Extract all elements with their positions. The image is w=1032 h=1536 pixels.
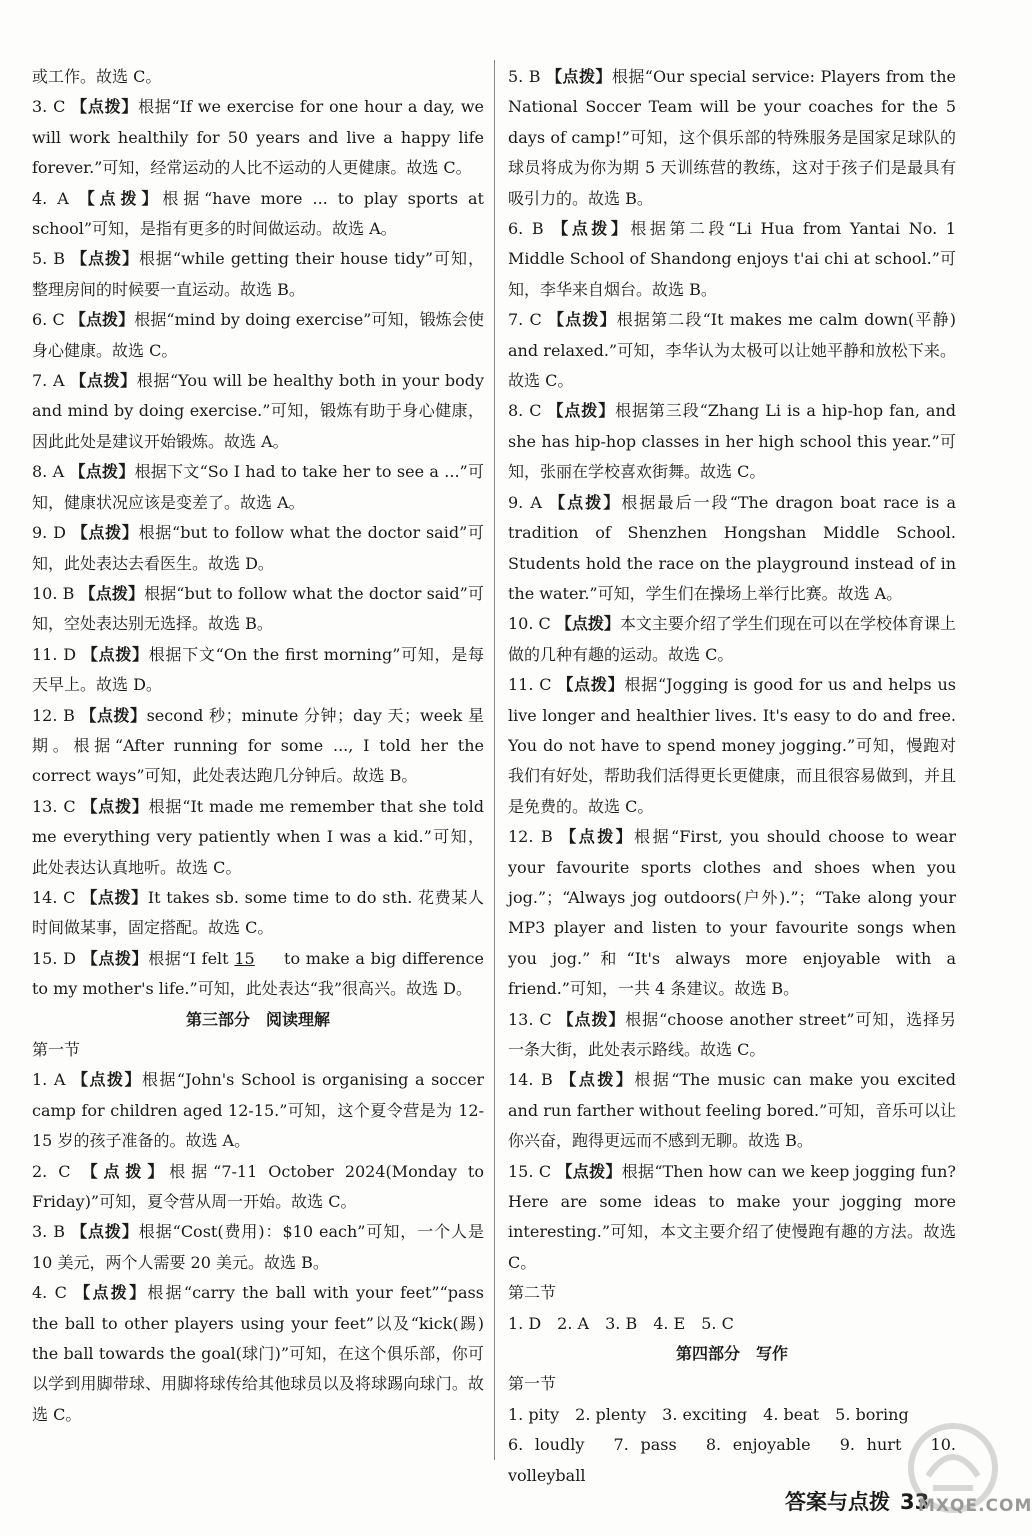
answer-item [508, 1065, 956, 1156]
explanation-text: 根据“It made me remember that she told me everything very patiently when I was a kid.”可知，此处表达认真地听。故选 C。 [32, 796, 484, 877]
question-number: 1. A [32, 1070, 66, 1090]
answer-item [508, 62, 956, 214]
page-number: 33 [900, 1490, 930, 1514]
hint-tag: 【点拨】 [547, 401, 616, 421]
explanation-text: 根据“7-11 October 2024(Monday to Friday)”可知，夏令营从周一开始。故选 C。 [32, 1161, 484, 1212]
right-column [508, 62, 956, 1491]
answer-item [508, 609, 956, 670]
explanation-text: 根据“I felt [148, 948, 235, 968]
hint-tag: 【点拨】 [557, 675, 625, 695]
question-number: 3. C [32, 97, 66, 117]
question-number: 11. D [32, 644, 77, 664]
question-number: 8. C [508, 401, 542, 421]
hint-tag: 【点拨】 [81, 644, 149, 664]
explanation-text: 根据最后一段“The dragon boat race is a tradition of Shenzhen Hongshan Middle School. Students hold the race on the playground instead of in the water.”可知，学生们在操场上举行比赛。故选 A。 [508, 492, 956, 603]
question-number: 13. C [32, 796, 76, 816]
footer-label: 答案与点拨 [785, 1490, 890, 1514]
explanation-text: second 秒；minute 分钟；day 天；week 星期。根据“After running for some ..., I told her the correct ways”可知，此处表达跑几分钟后。故选 B。 [32, 705, 484, 786]
explanation-text: 根据“choose another street”可知，选择另一条大街，此处表示路线。故选 C。 [508, 1009, 956, 1059]
answer-line: 6. loudly 7. pass 8. enjoyable 9. hurt 10. volleyball [508, 1435, 956, 1485]
answer-item [508, 670, 956, 822]
question-number: 12. B [32, 705, 75, 725]
explanation-text: 根据“while getting their house tidy”可知，整理房间的时候要一直运动。故选 B。 [32, 249, 484, 299]
subsection-label: 第二节 [508, 1283, 557, 1303]
answer-item [32, 518, 484, 579]
question-number: 5. B [508, 67, 541, 86]
question-number: 4. A [32, 188, 69, 208]
explanation-text: 根据“Jogging is good for us and helps us live longer and healthier lives. It's easy to do and free. You do not have to spend money jogging.”可知，慢跑对我们有好处，帮助我们活得更长更健康，而且很容易做到，并且是免费的。故选 C。 [508, 675, 957, 816]
hint-tag: 【点拨】 [81, 1161, 170, 1181]
explanation-text: 根据“Cost(费用)：$10 each”可知，一个人是 10 美元，两个人需要 20 美元。故选 B。 [32, 1222, 484, 1272]
answer-item [508, 396, 956, 487]
answer-item [32, 1278, 484, 1430]
answer-item [508, 214, 956, 305]
explanation-text: 根据“John's School is organising a soccer camp for children aged 12-15.”可知，这个夏令营是为 12-15 岁的孩子准备的。故选 A。 [32, 1070, 484, 1151]
explanation-text: to make a big difference to my mother's life.”可知，此处表达“我”很高兴。故选 D。 [32, 948, 484, 999]
hint-tag: 【点拨】 [69, 462, 135, 482]
hint-tag: 【点拨】 [78, 188, 163, 208]
question-number: 14. B [508, 1070, 553, 1090]
question-number: 15. D [32, 948, 76, 968]
answer-item [32, 184, 484, 245]
subsection-label: 第一节 [508, 1374, 557, 1394]
answer-item [32, 92, 484, 183]
left-column [32, 62, 484, 1430]
question-number: 8. A [32, 462, 65, 482]
explanation-text: 根据第三段“Zhang Li is a hip-hop fan, and she has hip-hop classes in her high school this year.”可知，张丽在学校喜欢街舞。故选 C。 [508, 401, 956, 482]
answer-item [508, 488, 956, 610]
section-heading: 第四部分 写作 [675, 1344, 788, 1364]
answer-item [32, 944, 484, 1005]
question-number: 7. A [32, 371, 65, 391]
question-number: 12. B [508, 827, 553, 847]
explanation-text: 根据“carry the ball with your feet”“pass the ball to other players using your feet”以及“kick(踢) the ball towards the goal(球门)”可知，在这个俱乐部，你可以学到用脚带球、用脚将球传给其他球员以及将球踢向球门。故选 C。 [32, 1283, 484, 1424]
hint-tag: 【点拨】 [548, 310, 617, 330]
question-number: 2. C [32, 1161, 71, 1181]
answer-item [32, 457, 484, 518]
explanation-text: 根据“If we exercise for one hour a day, we will work healthily for 50 years and live a happy life forever.”可知，经常运动的人比不运动的人更健康。故选 C。 [32, 97, 484, 178]
explanation-text: 根据下文“So I had to take her to see a ...”可知，健康状况应该是变差了。故选 A。 [32, 462, 484, 512]
answer-item [508, 822, 956, 1004]
answer-item [508, 1005, 956, 1066]
question-number: 15. C [508, 1161, 552, 1181]
answer-item [32, 579, 484, 640]
hint-tag: 【点拨】 [549, 492, 622, 512]
hint-tag: 【点拨】 [560, 1070, 635, 1090]
section-heading: 第三部分 阅读理解 [185, 1009, 330, 1029]
hint-tag: 【点拨】 [74, 1283, 148, 1303]
answer-line: 1. pity 2. plenty 3. exciting 4. beat 5. boring [508, 1404, 909, 1424]
blank-number: 15 [234, 948, 255, 968]
answer-item [32, 1065, 484, 1156]
explanation-text: 根据“mind by doing exercise”可知，锻炼会使身心健康。故选 C。 [32, 310, 484, 360]
hint-tag: 【点拨】 [71, 523, 139, 543]
explanation-text: 根据第二段“Li Hua from Yantai No. 1 Middle School of Shandong enjoys t'ai chi at school.”可知，李华来自烟台。故选 B。 [508, 219, 956, 299]
explanation-text: 根据第二段“It makes me calm down(平静) and relaxed.”可知，李华认为太极可以让她平静和放松下来。故选 C。 [508, 310, 956, 391]
question-number: 10. C [508, 614, 551, 634]
explanation-text: 本文主要介绍了学生们现在可以在学校体育课上做的几种有趣的运动。故选 C。 [508, 614, 956, 664]
watermark-text: MXQE.COM [918, 1496, 1032, 1516]
answer-item [32, 792, 484, 883]
question-number: 13. C [508, 1009, 552, 1029]
answer-item [32, 883, 484, 944]
hint-tag: 【点拨】 [81, 796, 149, 816]
hint-tag: 【点拨】 [71, 1070, 142, 1090]
hint-tag: 【点拨】 [71, 97, 139, 117]
answer-item [32, 305, 484, 366]
subsection-label: 第一节 [32, 1040, 81, 1059]
hint-tag: 【点拨】 [556, 1161, 622, 1181]
hint-tag: 【点拨】 [70, 371, 137, 391]
question-number: 6. B [508, 219, 544, 239]
question-number: 7. C [508, 310, 542, 330]
hint-tag: 【点拨】 [81, 887, 148, 907]
answer-item [32, 701, 484, 792]
explanation-text: 根据“but to follow what the doctor said”可知，此处表达去看医生。故选 D。 [32, 523, 484, 573]
question-number: 10. B [32, 583, 75, 603]
explanation-text: 根据“You will be healthy both in your body and mind by doing exercise.”可知，锻炼有助于身心健康，因此此处是建议开始锻炼。故选 A。 [32, 371, 484, 451]
answer-item [508, 1157, 956, 1279]
question-number: 4. C [32, 1283, 67, 1303]
explanation-text: 根据“have more ... to play sports at school”可知，是指有更多的时间做运动。故选 A。 [32, 188, 484, 239]
explanation-text: 根据“Our special service: Players from the National Soccer Team will be your coaches for the 5 days of camp!”可知，这个俱乐部的特殊服务是国家足球队的球员将成为你为期 5 天训练营的教练，这对于孩子们是最具有吸引力的。故选 B。 [508, 67, 956, 208]
hint-tag: 【点拨】 [555, 614, 620, 634]
explanation-text: 根据“but to follow what the doctor said”可知，空处表达别无选择。故选 B。 [32, 583, 484, 634]
answer-item [32, 244, 484, 305]
hint-tag: 【点拨】 [557, 1009, 626, 1029]
hint-tag: 【点拨】 [560, 827, 635, 847]
question-number: 9. A [508, 492, 542, 512]
question-number: 3. B [32, 1222, 66, 1242]
question-number: 6. C [32, 310, 65, 330]
answer-line: 1. D 2. A 3. B 4. E 5. C [508, 1313, 734, 1333]
question-number: 5. B [32, 249, 66, 269]
answer-item [32, 640, 484, 701]
hint-tag: 【点拨】 [71, 249, 139, 269]
answer-item [508, 305, 956, 396]
answer-item [32, 1217, 484, 1278]
question-number: 14. C [32, 887, 76, 907]
explanation-text: 根据“The music can make you excited and run farther without feeling bored.”可知，音乐可以让你兴奋，跑得更远而不感到无聊。故选 B。 [508, 1070, 956, 1151]
hint-tag: 【点拨】 [552, 219, 631, 239]
hint-tag: 【点拨】 [69, 310, 135, 330]
question-number: 9. D [32, 523, 66, 543]
column-divider [494, 60, 495, 1460]
explanation-text: It takes sb. some time to do sth. 花费某人时间做某事，固定搭配。故选 C。 [32, 887, 484, 938]
hint-tag: 【点拨】 [81, 948, 149, 968]
explanation-text: 根据“First, you should choose to wear your favourite sports clothes and shoes when you jog.”；“Always jog outdoors(户外).”；“Take along your MP3 player and listen to your favourite songs when you jog.”和“It's always more enjoyable with a friend.”可知，一共 4 条建议。故选 B。 [508, 827, 956, 999]
answer-item [32, 366, 484, 457]
hint-tag: 【点拨】 [71, 1222, 139, 1242]
answer-line: 或工作。故选 C。 [32, 67, 162, 86]
answer-item [32, 1157, 484, 1218]
hint-tag: 【点拨】 [546, 67, 612, 86]
explanation-text: 根据“Then how can we keep jogging fun? Here are some ideas to make your jogging more interesting.”可知，本文主要介绍了使慢跑有趣的方法。故选 C。 [508, 1161, 956, 1272]
explanation-text: 根据下文“On the first morning”可知，是每天早上。故选 D。 [32, 644, 484, 695]
hint-tag: 【点拨】 [79, 583, 145, 603]
hint-tag: 【点拨】 [80, 705, 147, 725]
question-number: 11. C [508, 675, 552, 695]
